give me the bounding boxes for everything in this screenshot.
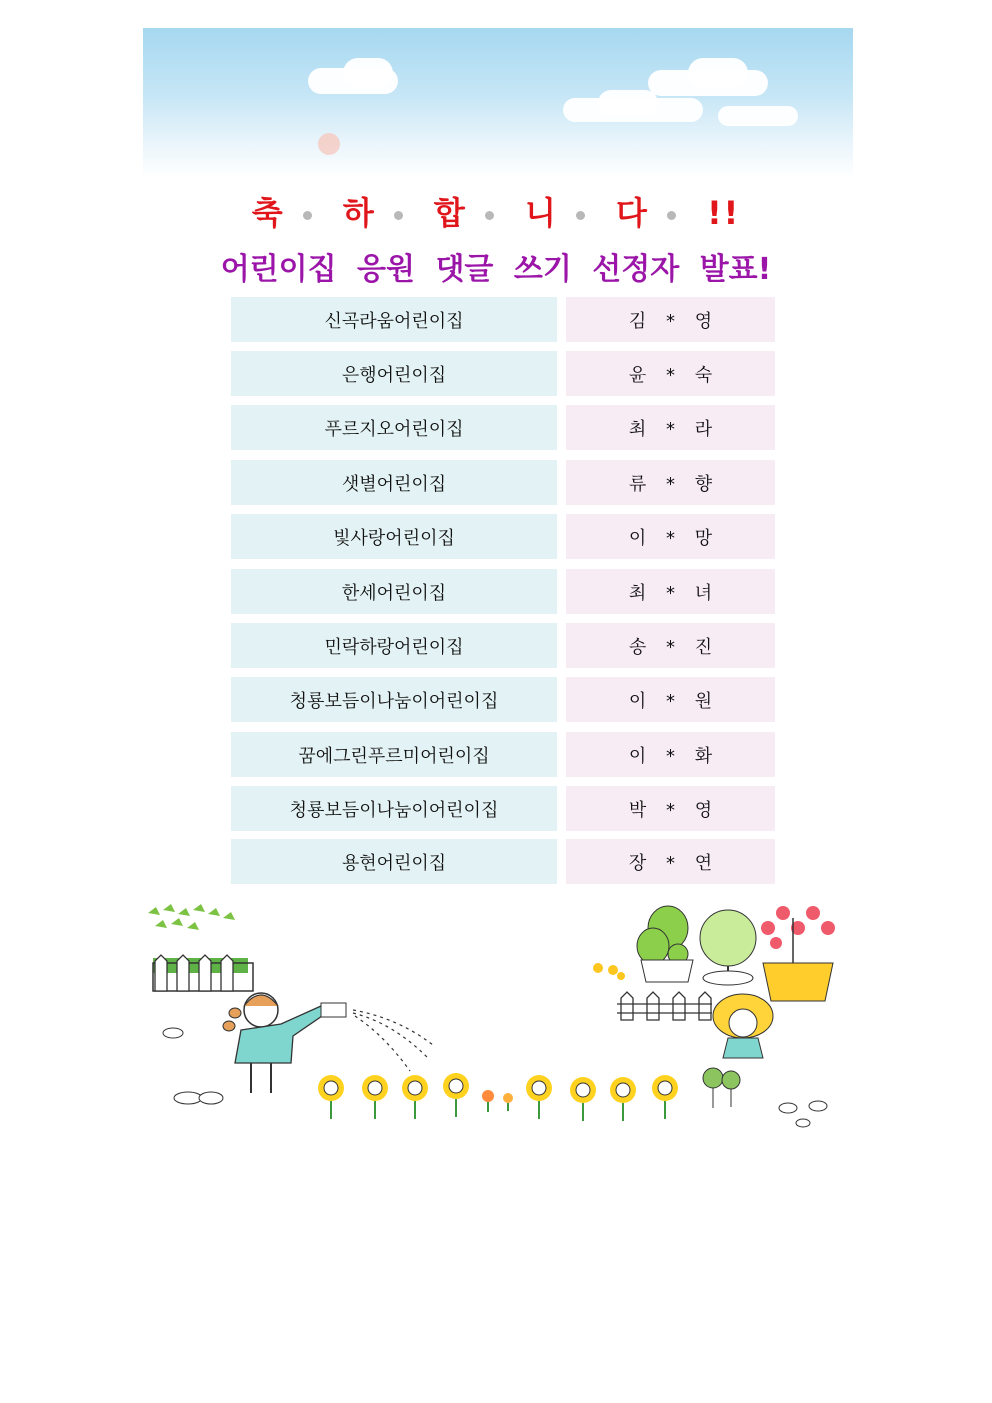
winner-name: 장 * 연 <box>566 839 775 884</box>
sky-banner-illustration <box>143 28 853 178</box>
daycare-name: 청룡보듬이나눔이어린이집 <box>231 677 557 722</box>
daycare-name: 은행어린이집 <box>231 351 557 396</box>
daycare-name: 샛별어린이집 <box>231 460 557 505</box>
winner-name: 박 * 영 <box>566 786 775 831</box>
winner-name: 윤 * 숙 <box>566 351 775 396</box>
daycare-name: 용현어린이집 <box>231 839 557 884</box>
fence-right-icon <box>617 992 712 1020</box>
winner-name: 이 * 원 <box>566 677 775 722</box>
daycare-name: 신곡라움어린이집 <box>231 297 557 342</box>
table-row <box>231 297 775 342</box>
winner-name: 최 * 녀 <box>566 569 775 614</box>
congratulations-title: 축 하 합 니 다 !! <box>251 194 741 232</box>
winner-name: 류 * 향 <box>566 460 775 505</box>
table-row <box>231 786 775 831</box>
sun-icon <box>318 133 340 155</box>
table-row <box>231 839 775 884</box>
red-flower-pot-icon <box>761 906 835 1001</box>
winner-name: 이 * 화 <box>566 732 775 777</box>
table-row <box>231 569 775 614</box>
table-row <box>231 623 775 668</box>
daycare-name: 꿈에그린푸르미어린이집 <box>231 732 557 777</box>
garden-illustration <box>143 898 853 1130</box>
announcement-subtitle: 어린이집 응원 댓글 쓰기 선정자 발표! <box>220 252 772 287</box>
daycare-name: 민락하랑어린이집 <box>231 623 557 668</box>
daycare-name: 빛사랑어린이집 <box>231 514 557 559</box>
table-row <box>231 677 775 722</box>
daycare-name: 청룡보듬이나눔이어린이집 <box>231 786 557 831</box>
table-row <box>231 514 775 559</box>
tree-pot-icon <box>700 910 756 985</box>
boy-with-hat-icon <box>713 994 773 1058</box>
fence-left-icon <box>153 955 253 991</box>
winner-name: 이 * 망 <box>566 514 775 559</box>
cactus-pot-icon <box>637 906 693 982</box>
table-row <box>231 351 775 396</box>
winner-name: 송 * 진 <box>566 623 775 668</box>
table-row <box>231 732 775 777</box>
sunflowers-row-icon <box>318 1073 678 1121</box>
daycare-name: 푸르지오어린이집 <box>231 405 557 450</box>
daycare-name: 한세어린이집 <box>231 569 557 614</box>
table-row <box>231 405 775 450</box>
table-row <box>231 460 775 505</box>
winner-name: 최 * 라 <box>566 405 775 450</box>
winner-name: 김 * 영 <box>566 297 775 342</box>
